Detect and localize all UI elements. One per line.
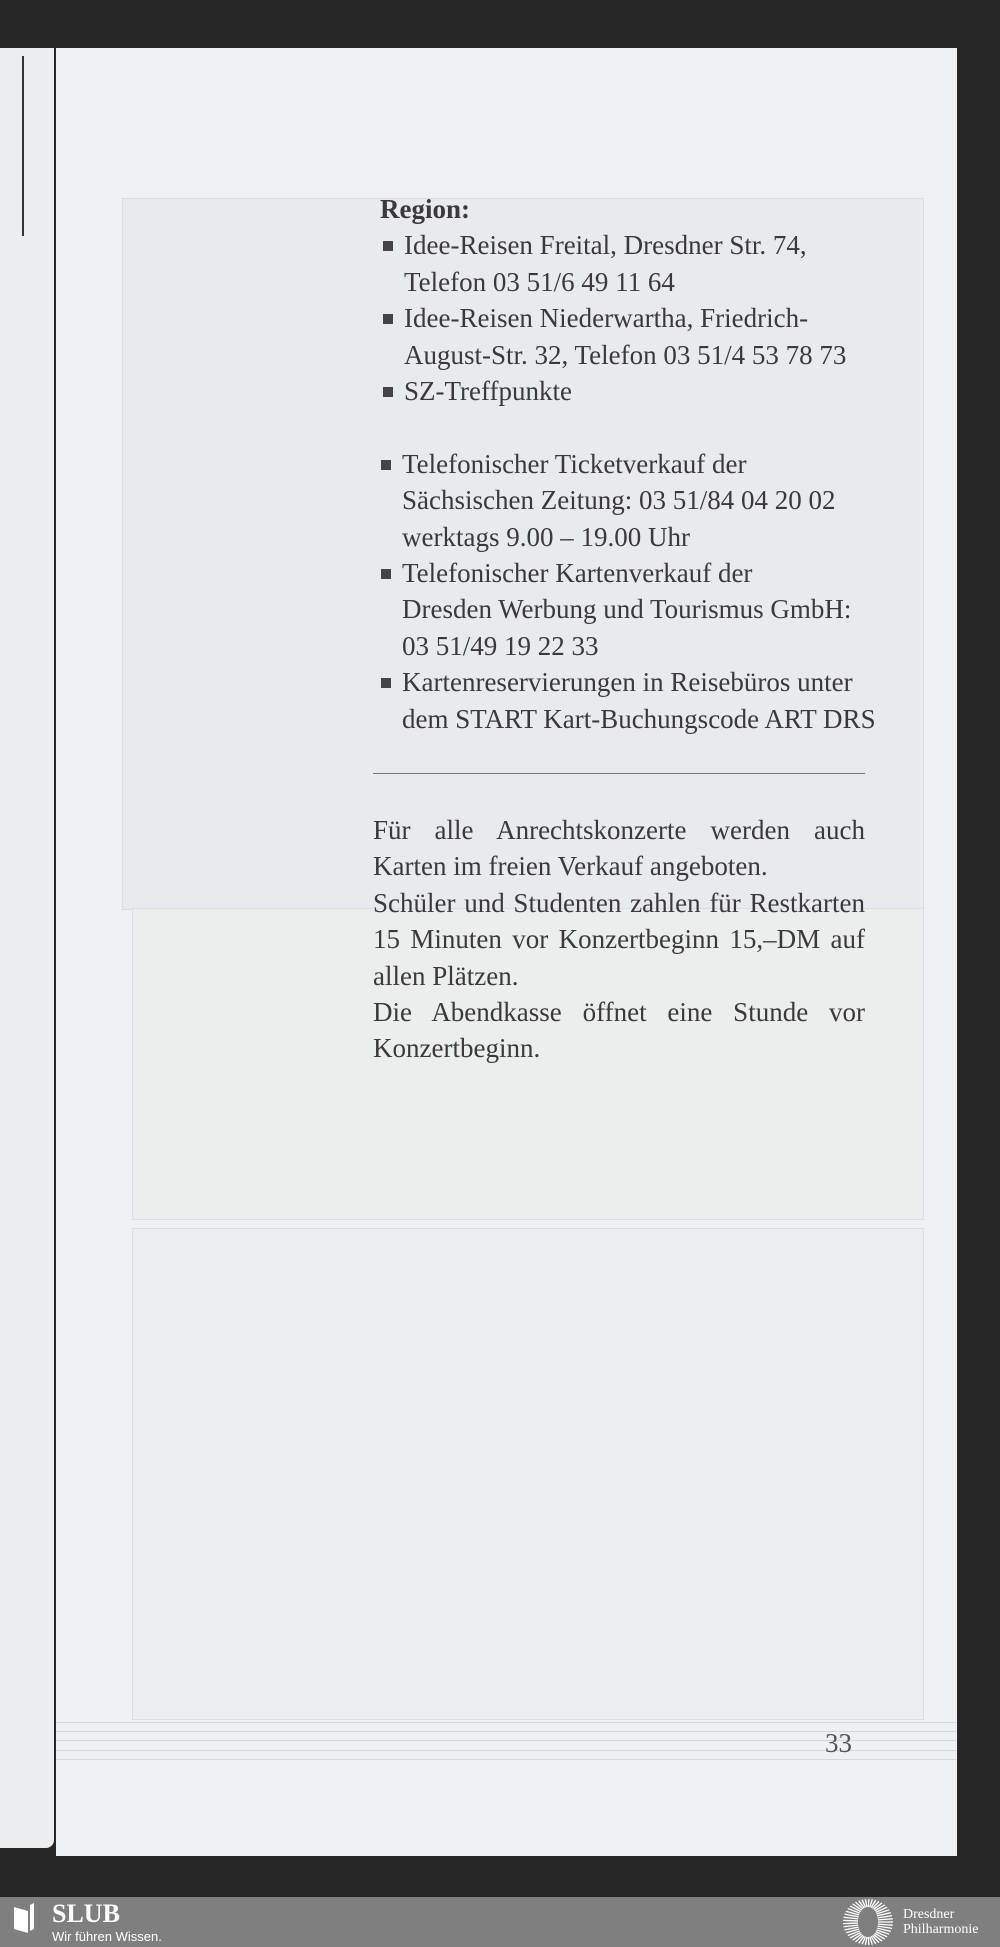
logo-ray	[865, 1937, 867, 1945]
logo-ray	[843, 1923, 858, 1924]
staff-line	[56, 1759, 956, 1760]
page-number: 33	[825, 1728, 852, 1758]
section-divider	[373, 773, 865, 774]
logo-ray	[844, 1917, 859, 1919]
philharmonie-line2: Philharmonie	[903, 1922, 979, 1937]
logo-ray	[843, 1920, 858, 1921]
logo-ray	[844, 1925, 859, 1927]
paragraph-line: Karten im freien Verkauf angeboten.	[373, 851, 768, 882]
philharmonie-name	[903, 1907, 978, 1937]
bullet-line: Telefonischer Kartenverkauf der	[402, 558, 753, 588]
footer-bar	[0, 1897, 1000, 1947]
staff-line	[56, 1722, 956, 1723]
bullet-square-icon	[383, 387, 393, 397]
philharmonie-line1: Dresdner	[903, 1907, 955, 1922]
staff-line	[56, 1750, 956, 1751]
logo-ray	[878, 1919, 893, 1920]
paragraph-line: 15 Minuten vor Konzertbeginn 15,–DM auf	[373, 924, 865, 955]
bullet-line: Idee-Reisen Freital, Dresdner Str. 74,	[404, 230, 807, 261]
bleed-through-box	[132, 1228, 924, 1720]
staff-line	[56, 1731, 956, 1732]
logo-ray	[865, 1899, 867, 1907]
bullet-line: Kartenreservierungen in Reisebüros unter	[402, 667, 853, 698]
paragraph-line: Schüler und Studenten zahlen für Restkarten	[373, 887, 865, 918]
bullet-line: Telefon 03 51/6 49 11 64	[404, 266, 675, 297]
region-heading: Region:	[380, 194, 470, 224]
bullet-square-icon	[381, 678, 391, 688]
philharmonie-logo-icon	[842, 1898, 894, 1946]
left-page-edge	[0, 48, 54, 1848]
bullet-square-icon	[381, 569, 391, 579]
bullet-line: SZ-Treffpunkte	[404, 376, 572, 406]
slub-name: SLUB	[52, 1899, 120, 1928]
bullet-line: Telefonischer Ticketverkauf der	[402, 448, 747, 479]
bleed-through-box	[132, 908, 924, 1220]
bullet-line: Sächsischen Zeitung: 03 51/84 04 20 02	[402, 485, 836, 516]
bullet-square-icon	[383, 314, 393, 324]
bullet-line: Idee-Reisen Niederwartha, Friedrich-	[404, 303, 809, 334]
bullet-square-icon	[381, 460, 391, 470]
paragraph-line: Für alle Anrechtskonzerte werden auch	[373, 815, 865, 845]
bullet-line: dem START Kart-Buchungscode ART DRS	[402, 703, 876, 734]
logo-ray	[878, 1926, 892, 1928]
slub-book-icon	[14, 1903, 36, 1933]
bullet-line: Dresden Werbung und Tourismus GmbH:	[402, 594, 852, 625]
bullet-line: werktags 9.00 – 19.00 Uhr	[402, 521, 690, 552]
staff-line	[56, 1740, 956, 1741]
slub-tagline: Wir führen Wissen.	[52, 1929, 162, 1944]
logo-ray	[878, 1916, 892, 1918]
paragraph-line: Konzertbeginn.	[373, 1033, 541, 1064]
bullet-square-icon	[383, 241, 393, 251]
logo-ray	[868, 1937, 869, 1945]
page-mark	[22, 56, 24, 236]
logo-ray	[878, 1924, 893, 1925]
paragraph-line: Die Abendkasse öffnet eine Stunde vor	[373, 997, 865, 1027]
paragraph-line: allen Plätzen.	[373, 960, 519, 991]
bullet-line: 03 51/49 19 22 33	[402, 630, 599, 661]
bullet-line: August-Str. 32, Telefon 03 51/4 53 78 73	[404, 339, 847, 370]
logo-ray	[868, 1899, 869, 1907]
